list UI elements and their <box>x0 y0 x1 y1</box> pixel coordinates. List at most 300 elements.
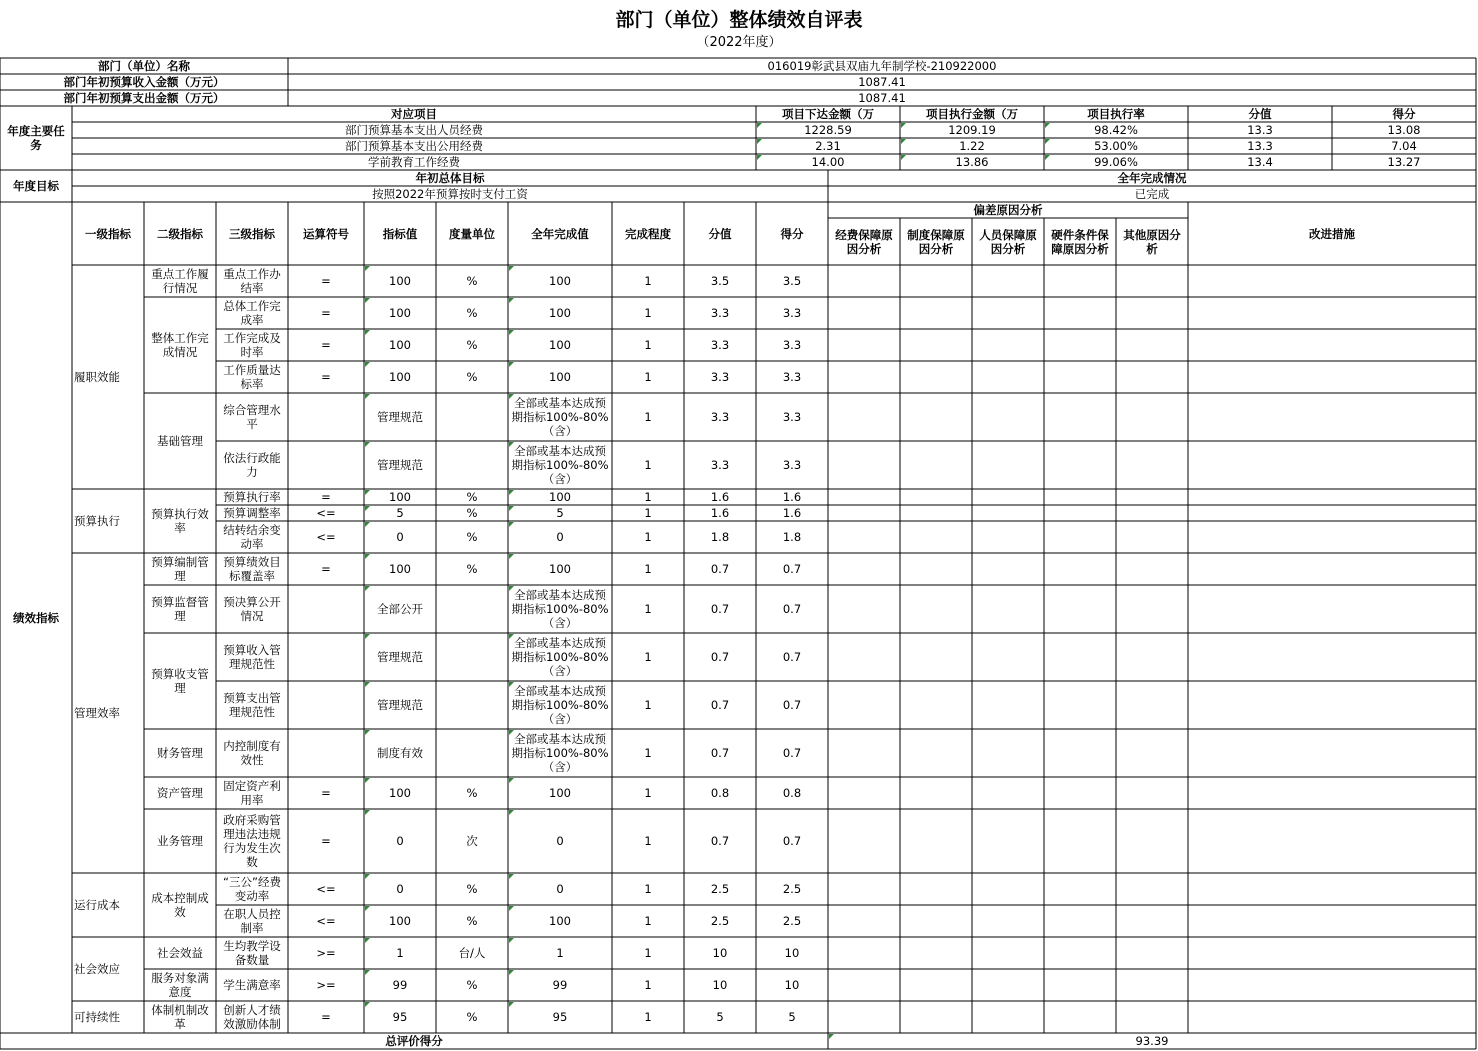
perf-cell-text: 3.3 <box>782 410 802 424</box>
level2-cell <box>146 265 214 297</box>
perf-cell-text: <= <box>316 530 336 544</box>
perf-cell <box>686 905 754 937</box>
perf-cell-text: >= <box>316 978 336 992</box>
perf-cell <box>366 969 434 1001</box>
perf-cell-text: 0.7 <box>782 602 802 616</box>
perf-cell <box>366 585 434 633</box>
perf-cell-text: 1 <box>644 530 652 544</box>
perf-cell <box>510 441 610 489</box>
tasks-cell <box>1190 138 1330 154</box>
perf-cell <box>686 393 754 441</box>
perf-cell-text: 全部或基本达成预期指标100%-80%（含） <box>511 732 609 774</box>
perf-cell <box>510 329 610 361</box>
level2-cell-text: 体制机制改革 <box>151 1003 209 1031</box>
perf-cell-text: 1 <box>644 946 652 960</box>
perf-cell-text: 1 <box>644 490 652 504</box>
perf-cell <box>510 681 610 729</box>
perf-cell <box>510 905 610 937</box>
perf-cell <box>218 905 286 937</box>
tasks-cell-text: 13.08 <box>1387 123 1421 137</box>
level1-cell <box>74 1001 142 1033</box>
level2-cell <box>146 937 214 969</box>
perf-cell-text: = <box>321 1010 331 1024</box>
perf-header <box>290 202 362 265</box>
level1-cell <box>74 873 142 937</box>
perf-cell <box>290 777 362 809</box>
total-value-text: 93.39 <box>1135 1034 1169 1048</box>
perf-cell <box>218 873 286 905</box>
perf-cell <box>686 937 754 969</box>
perf-cell <box>614 937 682 969</box>
page-subtitle: （2022年度） <box>696 35 782 50</box>
level2-cell <box>146 393 214 489</box>
perf-cell <box>510 809 610 873</box>
perf-cell-text: 全部或基本达成预期指标100%-80%（含） <box>511 444 609 486</box>
level2-cell-text: 基础管理 <box>157 434 203 448</box>
perf-cell-text: 依法行政能力 <box>223 451 281 479</box>
perf-header <box>686 202 754 265</box>
level1-cell-text: 社会效应 <box>74 962 120 976</box>
perf-cell <box>218 585 286 633</box>
perf-cell <box>438 937 506 969</box>
perf-cell-text: 100 <box>389 562 411 576</box>
perf-cell-text: 3.3 <box>710 306 730 320</box>
perf-cell <box>218 489 286 505</box>
level2-cell-text: 预算编制管理 <box>151 555 209 583</box>
perf-cell-text: 1.6 <box>782 506 802 520</box>
tasks-cell-text: 部门预算基本支出公用经费 <box>345 139 483 153</box>
deviation-col-header <box>974 218 1042 265</box>
perf-cell-text: = <box>321 490 331 504</box>
perf-cell <box>758 969 826 1001</box>
perf-cell-text: 10 <box>784 946 800 960</box>
perf-cell <box>218 521 286 553</box>
improve-header <box>1190 202 1474 265</box>
perf-cell-text: 管理规范 <box>377 458 423 472</box>
perf-cell-text: <= <box>316 882 336 896</box>
perf-cell <box>686 809 754 873</box>
perf-cell-text: 0.7 <box>710 698 730 712</box>
level2-cell-text: 资产管理 <box>157 786 203 800</box>
perf-cell <box>686 969 754 1001</box>
dept-income-label <box>2 74 286 90</box>
level2-cell-text: 重点工作履行情况 <box>151 267 209 295</box>
perf-cell-text: 3.3 <box>782 370 802 384</box>
perf-header-text: 分值 <box>708 226 732 241</box>
perf-cell <box>218 681 286 729</box>
tasks-header-text: 分值 <box>1248 107 1272 121</box>
tasks-header <box>74 106 754 122</box>
level2-cell <box>146 585 214 633</box>
perf-cell-text: 1.6 <box>710 506 730 520</box>
tasks-cell-text: 2.31 <box>815 139 841 153</box>
tasks-cell-text: 部门预算基本支出人员经费 <box>345 123 483 137</box>
perf-cell-text: % <box>466 1010 478 1024</box>
tasks-cell <box>1334 154 1474 170</box>
perf-cell <box>290 937 362 969</box>
perf-cell <box>758 1001 826 1033</box>
perf-cell-text: 3.3 <box>710 370 730 384</box>
perf-cell <box>438 393 506 441</box>
perf-cell <box>438 777 506 809</box>
perf-cell <box>510 505 610 521</box>
goal-done-header-text: 全年完成情况 <box>1117 171 1187 185</box>
perf-cell <box>290 265 362 297</box>
perf-cell-text: 0 <box>556 834 564 848</box>
perf-header <box>74 202 142 265</box>
perf-cell <box>686 729 754 777</box>
perf-cell <box>218 1001 286 1033</box>
perf-header-text: 一级指标 <box>85 226 131 241</box>
level2-cell <box>146 777 214 809</box>
level1-cell-text: 履职效能 <box>74 370 120 384</box>
perf-cell-text: 1 <box>644 978 652 992</box>
tasks-cell-text: 13.86 <box>955 155 989 169</box>
perf-cell-text: 政府采购管理违法违规行为发生次数 <box>223 813 281 869</box>
perf-cell-text: 3.5 <box>710 274 730 288</box>
perf-section-label-text: 绩效指标 <box>13 610 59 625</box>
perf-cell <box>614 521 682 553</box>
perf-header-text: 度量单位 <box>449 226 495 241</box>
perf-cell <box>290 441 362 489</box>
perf-cell-text: 3.3 <box>710 458 730 472</box>
level2-cell <box>146 809 214 873</box>
tasks-cell <box>758 122 898 138</box>
perf-section-label <box>2 202 70 1033</box>
perf-cell <box>290 393 362 441</box>
deviation-col-header-text: 制度保障原因分析 <box>907 227 965 256</box>
perf-cell <box>614 1001 682 1033</box>
level2-cell-text: 整体工作完成情况 <box>151 331 209 359</box>
perf-cell-text: 1 <box>644 410 652 424</box>
perf-cell-text: 100 <box>389 370 411 384</box>
level1-cell-text: 可持续性 <box>74 1010 120 1024</box>
level2-cell-text: 预算监督管理 <box>151 595 209 623</box>
perf-header <box>146 202 214 265</box>
perf-cell <box>366 937 434 969</box>
perf-cell-text: = <box>321 786 331 800</box>
perf-cell <box>614 441 682 489</box>
level1-cell <box>74 937 142 1001</box>
perf-cell-text: 1 <box>644 786 652 800</box>
tasks-cell-text: 14.00 <box>811 155 845 169</box>
perf-cell <box>510 873 610 905</box>
perf-cell <box>614 393 682 441</box>
perf-cell-text: 1 <box>644 1010 652 1024</box>
perf-cell <box>290 489 362 505</box>
perf-cell-text: 次 <box>466 834 478 848</box>
tasks-cell <box>74 154 754 170</box>
level2-cell-text: 社会效益 <box>157 946 203 960</box>
deviation-col-header <box>1046 218 1114 265</box>
perf-cell <box>438 489 506 505</box>
perf-cell-text: 工作完成及时率 <box>223 331 281 359</box>
perf-cell <box>438 585 506 633</box>
perf-cell-text: 内控制度有效性 <box>223 739 281 767</box>
perf-cell-text: 3.3 <box>782 458 802 472</box>
tasks-cell-text: 1.22 <box>959 139 985 153</box>
perf-cell <box>290 553 362 585</box>
dept-expense-label <box>2 90 286 106</box>
perf-cell-text: % <box>466 338 478 352</box>
perf-cell <box>290 585 362 633</box>
perf-cell <box>510 521 610 553</box>
tasks-header-text: 项目执行金额（万 <box>926 107 1018 121</box>
perf-cell <box>758 505 826 521</box>
perf-cell-text: 5 <box>716 1010 724 1024</box>
perf-cell-text: 100 <box>389 914 411 928</box>
perf-cell <box>366 361 434 393</box>
perf-cell-text: 1 <box>644 458 652 472</box>
perf-cell <box>290 969 362 1001</box>
perf-cell <box>218 265 286 297</box>
perf-cell-text: >= <box>316 946 336 960</box>
perf-cell-text: = <box>321 274 331 288</box>
deviation-col-header <box>830 218 898 265</box>
perf-cell <box>438 681 506 729</box>
perf-cell <box>510 937 610 969</box>
perf-cell <box>290 297 362 329</box>
tasks-cell-text: 13.3 <box>1247 123 1273 137</box>
perf-cell-text: 1 <box>644 602 652 616</box>
perf-cell <box>758 873 826 905</box>
perf-cell-text: 1 <box>644 274 652 288</box>
perf-cell-text: % <box>466 306 478 320</box>
perf-cell <box>366 521 434 553</box>
perf-cell-text: = <box>321 370 331 384</box>
perf-cell-text: 0.7 <box>710 562 730 576</box>
perf-cell-text: 0.7 <box>710 602 730 616</box>
perf-cell <box>510 489 610 505</box>
perf-cell <box>758 905 826 937</box>
perf-cell-text: % <box>466 882 478 896</box>
goal-initial-value-text: 按照2022年预算按时支付工资 <box>372 187 528 201</box>
perf-cell <box>218 777 286 809</box>
deviation-header-text: 偏差原因分析 <box>973 203 1043 217</box>
perf-cell <box>438 905 506 937</box>
perf-cell-text: 0.7 <box>782 650 802 664</box>
perf-cell-text: 全部公开 <box>377 602 423 616</box>
tasks-header-text: 项目执行率 <box>1087 107 1145 121</box>
tasks-header <box>1190 106 1330 122</box>
perf-cell-text: 0 <box>556 882 564 896</box>
perf-cell-text: = <box>321 562 331 576</box>
perf-cell-text: 预决算公开情况 <box>223 595 281 623</box>
perf-cell <box>366 393 434 441</box>
dept-expense-value-text: 1087.41 <box>858 91 906 105</box>
perf-cell-text: 3.3 <box>782 338 802 352</box>
perf-cell <box>510 361 610 393</box>
tasks-cell <box>1190 154 1330 170</box>
level1-cell-text: 管理效率 <box>74 706 120 720</box>
perf-cell <box>614 297 682 329</box>
tasks-cell <box>902 122 1042 138</box>
perf-cell-text: 95 <box>392 1010 408 1024</box>
perf-cell <box>758 393 826 441</box>
perf-cell <box>614 585 682 633</box>
deviation-col-header <box>902 218 970 265</box>
perf-cell-text: % <box>466 490 478 504</box>
perf-header-text: 得分 <box>780 226 804 241</box>
perf-cell-text: 生均教学设备数量 <box>223 939 281 967</box>
perf-cell <box>758 329 826 361</box>
perf-cell-text: 99 <box>392 978 408 992</box>
perf-cell <box>510 265 610 297</box>
perf-cell <box>758 441 826 489</box>
perf-cell <box>366 329 434 361</box>
goal-done-value-text: 已完成 <box>1134 187 1170 201</box>
perf-cell-text: 1 <box>644 834 652 848</box>
perf-cell <box>290 873 362 905</box>
tasks-cell-text: 13.3 <box>1247 139 1273 153</box>
improve-header-text: 改进措施 <box>1309 226 1355 241</box>
perf-header-text: 完成程度 <box>625 226 671 241</box>
perf-cell-text: “三公”经费变动率 <box>223 875 281 903</box>
perf-cell-text: 1 <box>396 946 404 960</box>
perf-cell <box>366 809 434 873</box>
perf-cell <box>686 521 754 553</box>
perf-cell-text: 2.5 <box>710 882 730 896</box>
perf-cell-text: = <box>321 306 331 320</box>
perf-cell-text: % <box>466 370 478 384</box>
deviation-header <box>830 202 1186 218</box>
perf-cell <box>438 505 506 521</box>
perf-cell-text: 0 <box>396 530 404 544</box>
level1-cell <box>74 489 142 553</box>
tasks-header <box>1334 106 1474 122</box>
page-title: 部门（单位）整体绩效自评表 <box>615 9 863 31</box>
perf-cell-text: 100 <box>389 786 411 800</box>
tasks-cell <box>1046 122 1186 138</box>
goal-done-header <box>830 170 1474 186</box>
perf-cell <box>510 969 610 1001</box>
dept-name-label-text: 部门（单位）名称 <box>98 59 190 73</box>
perf-cell <box>758 809 826 873</box>
goal-initial-value <box>74 186 826 202</box>
perf-cell <box>290 633 362 681</box>
perf-header <box>366 202 434 265</box>
perf-cell <box>218 969 286 1001</box>
perf-cell <box>758 937 826 969</box>
perf-cell-text: 95 <box>552 1010 568 1024</box>
tasks-section-label <box>2 106 70 170</box>
perf-cell <box>366 553 434 585</box>
perf-cell-text: 1.8 <box>710 530 730 544</box>
tasks-cell <box>902 138 1042 154</box>
perf-cell <box>614 905 682 937</box>
perf-cell <box>218 329 286 361</box>
tasks-cell <box>1334 138 1474 154</box>
perf-cell <box>366 489 434 505</box>
tasks-cell-text: 7.04 <box>1391 139 1417 153</box>
perf-cell-text: 100 <box>549 490 571 504</box>
perf-cell-text: 100 <box>549 338 571 352</box>
perf-cell <box>686 505 754 521</box>
perf-cell <box>614 505 682 521</box>
tasks-header-text: 得分 <box>1392 107 1416 121</box>
perf-cell <box>290 905 362 937</box>
perf-cell-text: 0.7 <box>782 834 802 848</box>
perf-cell <box>758 297 826 329</box>
perf-cell-text: 100 <box>389 338 411 352</box>
perf-cell <box>438 729 506 777</box>
perf-cell-text: 100 <box>549 562 571 576</box>
perf-cell <box>686 329 754 361</box>
perf-cell-text: 1 <box>644 338 652 352</box>
tasks-header <box>1046 106 1186 122</box>
perf-cell-text: 全部或基本达成预期指标100%-80%（含） <box>511 588 609 630</box>
perf-cell <box>438 361 506 393</box>
perf-cell-text: 1 <box>556 946 564 960</box>
tasks-cell <box>1046 138 1186 154</box>
perf-cell-text: 2.5 <box>782 914 802 928</box>
perf-cell-text: 5 <box>556 506 564 520</box>
perf-cell <box>510 297 610 329</box>
goal-initial-header <box>74 170 826 186</box>
perf-cell-text: % <box>466 506 478 520</box>
perf-cell <box>438 297 506 329</box>
perf-cell-text: 100 <box>549 786 571 800</box>
level2-cell <box>146 969 214 1001</box>
perf-cell-text: 1 <box>644 650 652 664</box>
perf-cell-text: 0 <box>396 882 404 896</box>
deviation-col-header <box>1118 218 1186 265</box>
perf-cell <box>366 905 434 937</box>
perf-cell-text: 3.3 <box>710 410 730 424</box>
tasks-header <box>902 106 1042 122</box>
goal-section-label-text: 年度目标 <box>13 179 59 193</box>
perf-cell-text: 管理规范 <box>377 650 423 664</box>
perf-cell-text: 10 <box>784 978 800 992</box>
perf-cell <box>686 873 754 905</box>
perf-header <box>510 202 610 265</box>
perf-cell <box>438 329 506 361</box>
goal-section-label <box>2 170 70 202</box>
perf-cell <box>686 777 754 809</box>
level2-cell <box>146 297 214 393</box>
perf-cell <box>438 521 506 553</box>
perf-cell-text: 学生满意率 <box>223 978 281 992</box>
perf-cell-text: 100 <box>389 306 411 320</box>
perf-cell-text: 预算绩效目标覆盖率 <box>223 555 281 583</box>
perf-header-text: 全年完成值 <box>531 226 589 241</box>
perf-cell <box>218 553 286 585</box>
perf-cell <box>366 297 434 329</box>
perf-cell-text: 100 <box>549 914 571 928</box>
perf-cell <box>686 681 754 729</box>
perf-cell <box>218 633 286 681</box>
perf-cell-text: 10 <box>712 978 728 992</box>
perf-cell <box>686 441 754 489</box>
perf-cell <box>290 681 362 729</box>
deviation-col-header-text: 经费保障原因分析 <box>835 227 893 256</box>
perf-cell <box>758 521 826 553</box>
goal-done-value <box>830 186 1474 202</box>
perf-cell <box>614 553 682 585</box>
tasks-header <box>758 106 898 122</box>
perf-cell-text: <= <box>316 914 336 928</box>
dept-name-value <box>290 58 1474 74</box>
tasks-cell <box>1334 122 1474 138</box>
perf-cell <box>510 585 610 633</box>
perf-header-text: 指标值 <box>382 226 418 241</box>
perf-cell-text: 2.5 <box>782 882 802 896</box>
tasks-cell-text: 98.42% <box>1094 123 1138 137</box>
perf-cell-text: 重点工作办结率 <box>223 267 281 295</box>
tasks-cell-text: 13.27 <box>1387 155 1421 169</box>
tasks-cell <box>74 138 754 154</box>
perf-cell <box>686 585 754 633</box>
